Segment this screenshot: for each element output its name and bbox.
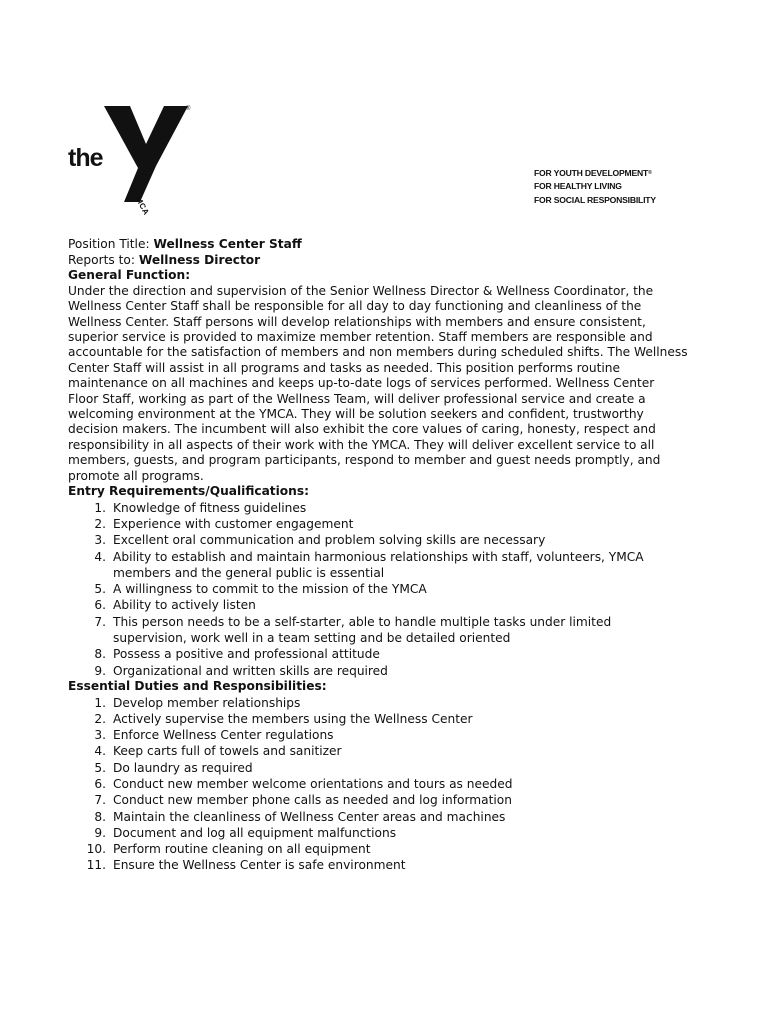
list-item: 11. Ensure the Wellness Center is safe environment: [86, 858, 406, 873]
list-item: 8. Maintain the cleanliness of Wellness Center areas and machines: [94, 809, 506, 824]
logo-the-text: the: [68, 144, 103, 172]
reports-to-value: Wellness Director: [138, 252, 261, 267]
tagline-line-1: FOR YOUTH DEVELOPMENT®: [534, 168, 652, 178]
general-function-heading: General Function:: [68, 268, 191, 283]
list-item: 4. Keep carts full of towels and sanitizer: [94, 744, 342, 759]
list-item: 7. Conduct new member phone calls as needed and log information: [94, 793, 512, 808]
position-title-label: Position Title:: [68, 237, 154, 251]
general-function-text: Under the direction and supervision of the Senior Wellness Director & Wellness Coordinator, the Wellness Center Staff shall be responsible for all day to day functioning and cleanliness of the Wellness Center. Staff persons will develop relationships with members and ensure consistent, superior service is provided to maximize member retention. Staff members are responsible and accountable for the satisfaction of members and non members during scheduled shifts. The Wellness Center Staff will assist in all programs and tasks as needed. This position performs routine maintenance on all machines and keeps up-to-date logs of services performed. Wellness Center Floor Staff, working as part of the Wellness Team, will deliver professional service and create a welcoming environment at the YMCA. They will be solution seekers and confident, trustworthy decision makers. The incumbent will also exhibit the core values of caring, honesty, respect and responsibility in all aspects of their work with the YMCA. They will deliver excellent service to all members, guests, and program participants, respond to member and guest needs promptly, and promote all programs.: [68, 283, 688, 483]
duties-list: [68, 695, 688, 874]
list-item: 6. Ability to actively listen: [94, 598, 256, 613]
list-item: 4. Ability to establish and maintain harmonious relationships with staff, volunteers, YMCA members and the general public is essential: [94, 549, 644, 580]
y-logo-icon: [104, 104, 190, 204]
list-item: 2. Actively supervise the members using the Wellness Center: [94, 711, 473, 726]
logo-ymca-text: YMCA: [131, 190, 152, 217]
list-item: 5. Do laundry as required: [94, 760, 253, 775]
tagline-mark: ®: [648, 170, 652, 176]
list-item: 7. This person needs to be a self-starter, able to handle multiple tasks under limited supervision, work well in a team setting and be detailed oriented: [94, 614, 612, 646]
registered-mark: ®: [186, 106, 191, 112]
list-item: 5. A willingness to commit to the mission of the YMCA: [94, 582, 427, 597]
list-item: 9. Document and log all equipment malfunctions: [94, 825, 397, 840]
list-item: 9. Organizational and written skills are required: [94, 663, 388, 678]
tagline-line-3: FOR SOCIAL RESPONSIBILITY: [534, 194, 656, 205]
list-item: 6. Conduct new member welcome orientations and tours as needed: [94, 777, 513, 791]
duties-heading: Essential Duties and Responsibilities:: [68, 678, 327, 693]
position-title-line: [68, 237, 688, 253]
reports-to-label: Reports to:: [68, 252, 139, 267]
requirements-heading: Entry Requirements/Qualifications:: [68, 484, 309, 499]
tagline-line-2: FOR HEALTHY LIVING: [534, 181, 622, 192]
ymca-logo: [68, 104, 198, 217]
tagline: [534, 167, 656, 207]
list-item: 8. Possess a positive and professional attitude: [94, 647, 380, 662]
list-item: 10. Perform routine cleaning on all equipment: [86, 842, 371, 857]
list-item: 2. Experience with customer engagement: [94, 516, 354, 531]
list-item: 1. Develop member relationships: [94, 695, 301, 710]
list-item: 3. Excellent oral communication and problem solving skills are necessary: [94, 533, 546, 548]
requirements-list: [68, 500, 688, 679]
list-item: 3. Enforce Wellness Center regulations: [94, 728, 334, 743]
position-title-value: Wellness Center Staff: [153, 237, 302, 251]
job-description: [68, 237, 688, 874]
reports-to-line: [68, 253, 688, 269]
list-item: 1. Knowledge of fitness guidelines: [94, 500, 307, 515]
